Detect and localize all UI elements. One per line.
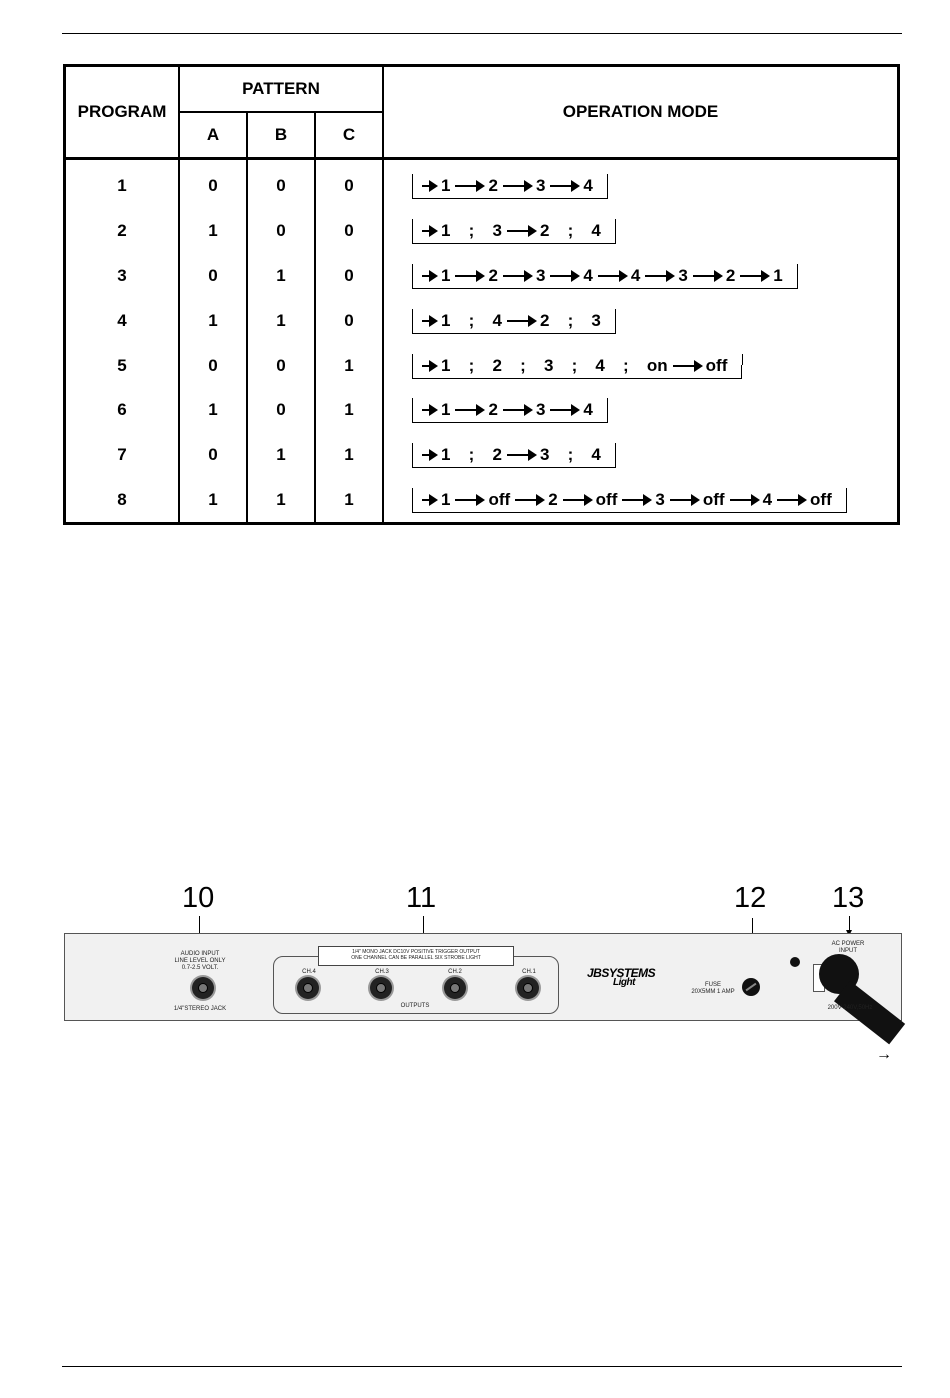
sequence-loop <box>420 488 835 514</box>
right-arrow-icon <box>693 275 721 277</box>
loop-entry-arrow-icon <box>422 409 436 411</box>
pattern-c-header: C <box>315 112 383 159</box>
simultaneous-separator: ; <box>453 445 489 465</box>
sequence-step: 2 <box>485 400 500 420</box>
loop-entry-arrow-icon <box>422 320 436 322</box>
cell-b: 0 <box>247 209 315 254</box>
cell-c: 0 <box>315 209 383 254</box>
loop-entry-arrow-icon <box>422 230 436 232</box>
cell-c: 1 <box>315 478 383 524</box>
program-table <box>63 64 900 525</box>
sequence-step: off <box>807 490 835 510</box>
cell-c: 0 <box>315 254 383 299</box>
callout-13: 13 <box>832 882 865 914</box>
sequence-loop <box>420 398 596 424</box>
sequence-step: 1 <box>438 490 453 510</box>
cell-program: 1 <box>65 159 180 209</box>
sequence-step: 2 <box>537 221 552 241</box>
program-header: PROGRAM <box>65 66 180 159</box>
ch4-label: CH.4 <box>302 969 316 975</box>
right-arrow-icon <box>507 454 535 456</box>
cell-program: 4 <box>65 298 180 343</box>
ch3-jack[interactable] <box>370 977 392 999</box>
sequence-step: 4 <box>580 400 595 420</box>
right-arrow-icon <box>503 409 531 411</box>
loop-entry-arrow-icon <box>422 365 436 367</box>
jbsystems-logo: JBSYSTEMS Light <box>587 966 656 988</box>
sequence-step: 4 <box>628 266 643 286</box>
sequence-step: 3 <box>533 176 548 196</box>
right-arrow-icon <box>622 499 650 501</box>
sequence-loop <box>420 264 786 290</box>
operation-sequence-cell <box>383 478 899 524</box>
rear-panel-figure <box>62 878 902 1028</box>
program-row <box>65 254 899 299</box>
callout-11: 11 <box>406 882 437 914</box>
pattern-a-header: A <box>179 112 247 159</box>
sequence-step: 3 <box>675 266 690 286</box>
program-row <box>65 159 899 209</box>
sequence-step: 2 <box>545 490 560 510</box>
cell-b: 1 <box>247 478 315 524</box>
sequence-step: 4 <box>588 445 603 465</box>
right-arrow-icon <box>670 499 698 501</box>
sequence-step: off <box>485 490 513 510</box>
simultaneous-separator: ; <box>608 356 644 376</box>
ac-power-label: AC POWER INPUT <box>831 941 865 954</box>
indicator-dot <box>790 957 800 967</box>
sequence-loop <box>420 219 604 245</box>
right-arrow-icon <box>507 320 535 322</box>
sequence-step: 1 <box>438 221 453 241</box>
trigger-label-box: 1/4" MONO JACK DC10V POSITIVE TRIGGER OUTPUT ONE CHANNEL CAN BE PARALLEL SIX STROBE LIGHT <box>318 946 514 966</box>
sequence-step: 3 <box>489 221 504 241</box>
sequence-step: 1 <box>438 266 453 286</box>
sequence-step: 2 <box>537 311 552 331</box>
sequence-step: 2 <box>489 356 504 376</box>
cell-program: 2 <box>65 209 180 254</box>
sequence-loop <box>420 174 596 200</box>
right-arrow-icon <box>730 499 758 501</box>
cell-a: 0 <box>179 254 247 299</box>
sequence-step: 3 <box>541 356 556 376</box>
operation-sequence-cell <box>383 254 899 299</box>
sequence-step: 4 <box>760 490 775 510</box>
right-arrow-icon <box>503 185 531 187</box>
sequence-step: 4 <box>580 266 595 286</box>
pattern-header: PATTERN <box>179 66 383 113</box>
sequence-loop <box>420 309 604 335</box>
right-arrow-icon <box>673 365 701 367</box>
sequence-step: 3 <box>533 400 548 420</box>
right-arrow-icon <box>515 499 543 501</box>
audio-input-jack[interactable] <box>192 977 214 999</box>
sequence-step: 2 <box>489 445 504 465</box>
loop-entry-arrow-icon <box>422 185 436 187</box>
operation-sequence-cell <box>383 343 899 388</box>
cell-c: 1 <box>315 433 383 478</box>
right-arrow-icon <box>645 275 673 277</box>
right-arrow-icon <box>455 499 483 501</box>
right-arrow-icon <box>777 499 805 501</box>
cell-program: 3 <box>65 254 180 299</box>
simultaneous-separator: ; <box>556 356 592 376</box>
sequence-loop <box>420 354 730 380</box>
outputs-label: OUTPUTS <box>400 1003 430 1009</box>
right-arrow-icon <box>455 185 483 187</box>
operation-sequence-cell <box>383 388 899 433</box>
right-arrow-icon <box>550 185 578 187</box>
sequence-step: 1 <box>438 445 453 465</box>
cell-c: 1 <box>315 388 383 433</box>
ch1-label: CH.1 <box>522 969 536 975</box>
right-arrow-icon <box>503 275 531 277</box>
ch3-label: CH.3 <box>375 969 389 975</box>
program-row <box>65 433 899 478</box>
sequence-step: 4 <box>489 311 504 331</box>
operation-sequence-cell <box>383 298 899 343</box>
loop-entry-arrow-icon <box>422 275 436 277</box>
loop-entry-arrow-icon <box>422 499 436 501</box>
right-arrow-icon <box>455 275 483 277</box>
pattern-b-header: B <box>247 112 315 159</box>
sequence-step: 1 <box>438 311 453 331</box>
program-row <box>65 478 899 524</box>
right-arrow-icon <box>598 275 626 277</box>
program-row <box>65 343 899 388</box>
cell-program: 7 <box>65 433 180 478</box>
sequence-step: 1 <box>770 266 785 286</box>
right-arrow-icon <box>563 499 591 501</box>
audio-input-label: AUDIO INPUT LINE LEVEL ONLY 0.7-2.5 VOLT. <box>174 951 226 971</box>
sequence-step: 1 <box>438 356 453 376</box>
cell-a: 0 <box>179 343 247 388</box>
sequence-step: 1 <box>438 400 453 420</box>
continue-arrow-icon: → <box>876 1046 892 1063</box>
simultaneous-separator: ; <box>453 356 489 376</box>
loop-entry-arrow-icon <box>422 454 436 456</box>
sequence-step: off <box>593 490 621 510</box>
callout-12: 12 <box>734 882 767 914</box>
cell-a: 1 <box>179 209 247 254</box>
sequence-step: on <box>644 356 671 376</box>
right-arrow-icon <box>550 409 578 411</box>
sequence-step: 3 <box>533 266 548 286</box>
stereo-jack-label: 1/4"STEREO JACK <box>173 1006 227 1012</box>
sequence-step: 4 <box>592 356 607 376</box>
cell-c: 0 <box>315 298 383 343</box>
cell-b: 0 <box>247 159 315 209</box>
sequence-step: 3 <box>652 490 667 510</box>
cell-b: 1 <box>247 298 315 343</box>
program-row <box>65 298 899 343</box>
cell-program: 6 <box>65 388 180 433</box>
sequence-step: off <box>703 356 731 376</box>
cell-c: 1 <box>315 343 383 388</box>
sequence-loop <box>420 443 604 469</box>
operation-sequence-cell <box>383 159 899 209</box>
right-arrow-icon <box>507 230 535 232</box>
cell-b: 0 <box>247 388 315 433</box>
callout-13-pointer <box>849 916 850 934</box>
sequence-step: 1 <box>438 176 453 196</box>
operation-sequence-cell <box>383 433 899 478</box>
program-row <box>65 209 899 254</box>
simultaneous-separator: ; <box>552 311 588 331</box>
sequence-step: 3 <box>537 445 552 465</box>
fuse-label: FUSE 20X5MM 1 AMP <box>691 982 735 995</box>
ch2-label: CH.2 <box>448 969 462 975</box>
sequence-step: 2 <box>723 266 738 286</box>
cell-b: 1 <box>247 433 315 478</box>
callout-10: 10 <box>182 882 215 914</box>
sequence-step: 3 <box>588 311 603 331</box>
voltage-label: 200V-240V,50Hz <box>827 1005 873 1011</box>
operation-mode-header: OPERATION MODE <box>383 66 899 159</box>
cell-a: 0 <box>179 433 247 478</box>
ch2-jack[interactable] <box>444 977 466 999</box>
right-arrow-icon <box>740 275 768 277</box>
header-rule <box>62 33 902 34</box>
footer-rule <box>62 1366 902 1367</box>
sequence-step: 4 <box>588 221 603 241</box>
ch1-jack[interactable] <box>517 977 539 999</box>
simultaneous-separator: ; <box>552 445 588 465</box>
simultaneous-separator: ; <box>453 221 489 241</box>
right-arrow-icon <box>550 275 578 277</box>
cell-a: 1 <box>179 478 247 524</box>
sequence-step: off <box>700 490 728 510</box>
operation-sequence-cell <box>383 209 899 254</box>
program-row <box>65 388 899 433</box>
simultaneous-separator: ; <box>453 311 489 331</box>
cell-a: 0 <box>179 159 247 209</box>
cell-b: 0 <box>247 343 315 388</box>
fuse-holder[interactable] <box>742 978 760 996</box>
ch4-jack[interactable] <box>297 977 319 999</box>
cell-a: 1 <box>179 388 247 433</box>
simultaneous-separator: ; <box>505 356 541 376</box>
cell-program: 5 <box>65 343 180 388</box>
sequence-step: 4 <box>580 176 595 196</box>
simultaneous-separator: ; <box>552 221 588 241</box>
cell-program: 8 <box>65 478 180 524</box>
cell-c: 0 <box>315 159 383 209</box>
sequence-step: 2 <box>485 266 500 286</box>
cell-b: 1 <box>247 254 315 299</box>
right-arrow-icon <box>455 409 483 411</box>
sequence-step: 2 <box>485 176 500 196</box>
cell-a: 1 <box>179 298 247 343</box>
